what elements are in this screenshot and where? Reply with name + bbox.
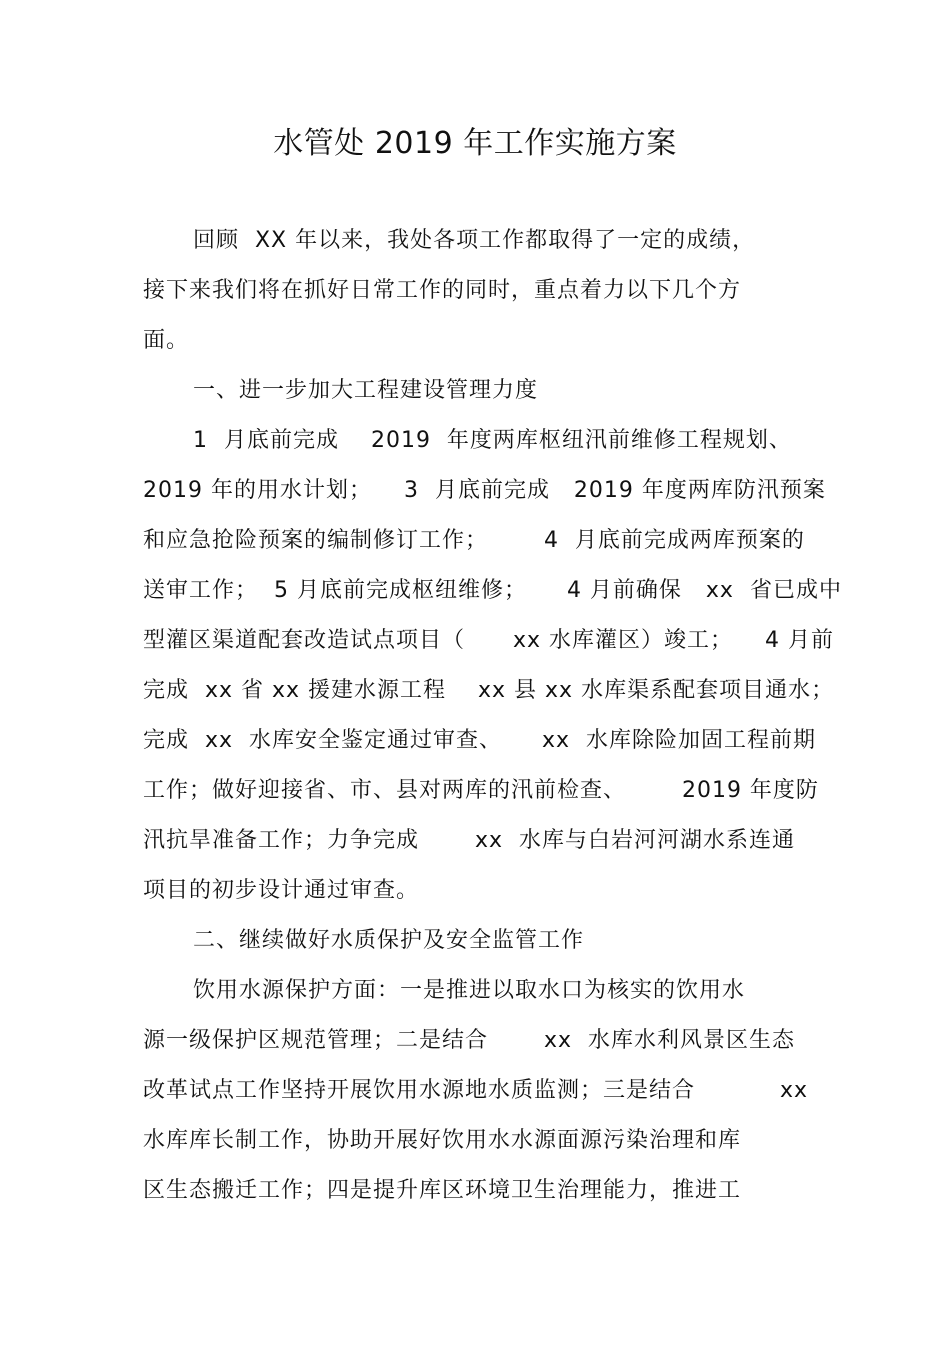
- paragraph-line: 型灌区渠道配套改造试点项目（ xx 水库灌区）竣工； 4 月前: [143, 628, 834, 653]
- paragraph-line: 完成 xx 水库安全鉴定通过审查、 xx 水库除险加固工程前期: [143, 728, 817, 753]
- paragraph-line: 水库库长制工作，协助开展好饮用水水源面源污染治理和库: [143, 1128, 742, 1153]
- paragraph-line: 项目的初步设计通过审查。: [143, 878, 420, 903]
- paragraph-line: 送审工作； 5 月底前完成枢纽维修； 4 月前确保 xx 省已成中: [143, 578, 842, 603]
- paragraph-line: 工作；做好迎接省、市、县对两库的汛前检查、 2019 年度防: [143, 778, 819, 803]
- section-heading: 二、继续做好水质保护及安全监管工作: [193, 928, 585, 953]
- paragraph-line: 面。: [143, 328, 190, 353]
- section-heading: 一、进一步加大工程建设管理力度: [193, 378, 539, 403]
- paragraph-line: 饮用水源保护方面：一是推进以取水口为核实的饮用水: [193, 978, 746, 1003]
- paragraph-line: 区生态搬迁工作；四是提升库区环境卫生治理能力，推进工: [143, 1178, 742, 1203]
- paragraph-line: 汛抗旱准备工作；力争完成 xx 水库与白岩河河湖水系连通: [143, 828, 795, 853]
- paragraph-line: 1 月底前完成 2019 年度两库枢纽汛前维修工程规划、: [193, 428, 792, 453]
- paragraph-line-fragment: xx: [780, 1078, 809, 1103]
- paragraph-line: 回顾 XX 年以来，我处各项工作都取得了一定的成绩，: [193, 228, 756, 253]
- paragraph-line: 完成 xx 省 xx 援建水源工程 xx 县 xx 水库渠系配套项目通水；: [143, 678, 835, 703]
- paragraph-line: 2019 年的用水计划； 3 月底前完成 2019 年度两库防汛预案: [143, 478, 826, 503]
- paragraph-line: 接下来我们将在抓好日常工作的同时，重点着力以下几个方: [143, 278, 742, 303]
- paragraph-line: 和应急抢险预案的编制修订工作； 4 月底前完成两库预案的: [143, 528, 805, 553]
- paragraph-line: 源一级保护区规范管理；二是结合 xx 水库水利风景区生态: [143, 1028, 795, 1053]
- document-title: 水管处 2019 年工作实施方案: [273, 126, 677, 161]
- paragraph-line: 改革试点工作坚持开展饮用水源地水质监测；三是结合: [143, 1078, 696, 1103]
